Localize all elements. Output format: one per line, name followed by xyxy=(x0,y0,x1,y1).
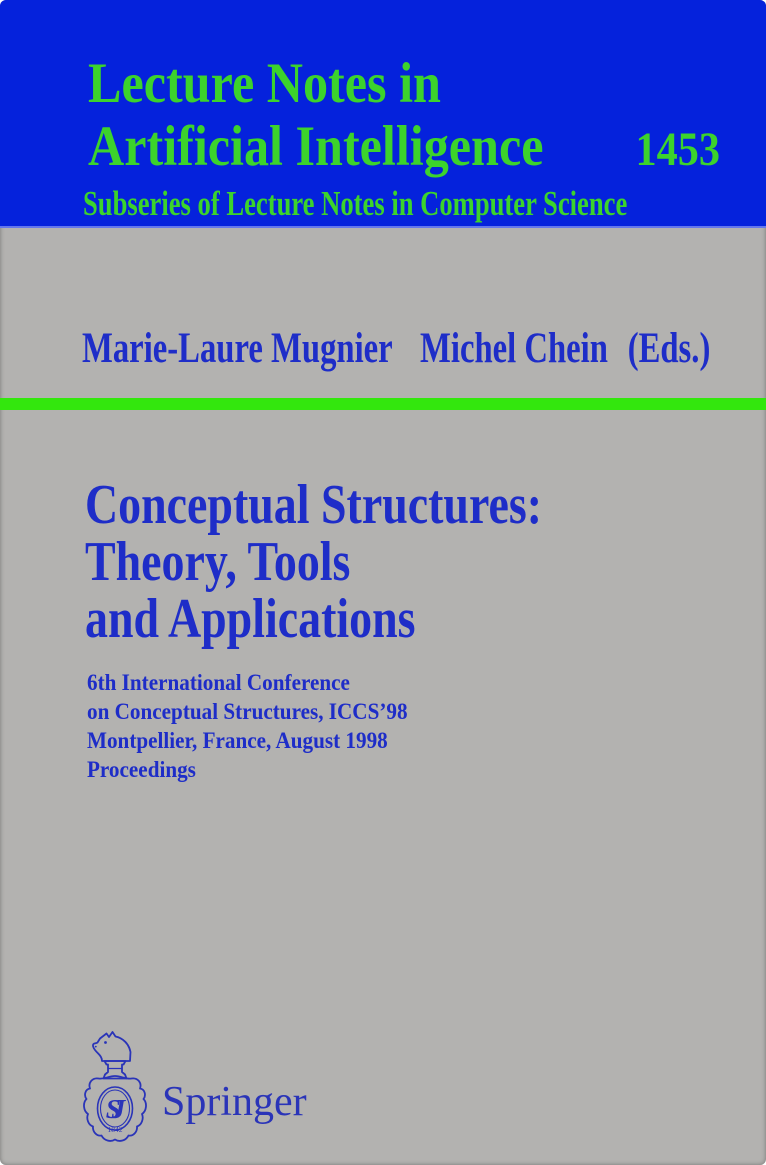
knight-nostril xyxy=(95,1046,97,1048)
series-volume-number: 1453 xyxy=(635,123,720,176)
conference-line2: on Conceptual Structures, ICCS’98 xyxy=(87,699,408,724)
knight-icon xyxy=(93,1032,131,1061)
series-title xyxy=(88,52,543,178)
editors-line xyxy=(82,327,710,370)
book-title xyxy=(85,474,543,650)
book-title-line1: Conceptual Structures: xyxy=(85,474,543,536)
book-title-line3: and Applications xyxy=(85,588,416,650)
conference-line3: Montpellier, France, August 1998 xyxy=(87,728,388,753)
book-title-line2: Theory, Tools xyxy=(85,531,351,593)
conference-line1: 6th International Conference xyxy=(87,670,350,695)
publisher-name: Springer xyxy=(162,1079,307,1125)
knight-eye xyxy=(104,1041,107,1044)
series-title-line1: Lecture Notes in xyxy=(88,52,441,115)
emblem-monogram: SJ xyxy=(105,1094,117,1124)
editors-suffix: (Eds.) xyxy=(627,325,711,372)
conference-info xyxy=(87,668,408,784)
emblem-year: 1842 xyxy=(107,1125,123,1134)
editor-name-2: Michel Chein xyxy=(420,325,608,372)
editor-name-1: Marie-Laure Mugnier xyxy=(82,325,393,372)
springer-horse-emblem-icon xyxy=(77,1031,153,1143)
conference-line4: Proceedings xyxy=(87,757,196,782)
series-title-line2: Artificial Intelligence xyxy=(88,115,544,178)
accent-bar xyxy=(0,398,766,410)
series-subtitle: Subseries of Lecture Notes in Computer Science xyxy=(83,184,628,223)
